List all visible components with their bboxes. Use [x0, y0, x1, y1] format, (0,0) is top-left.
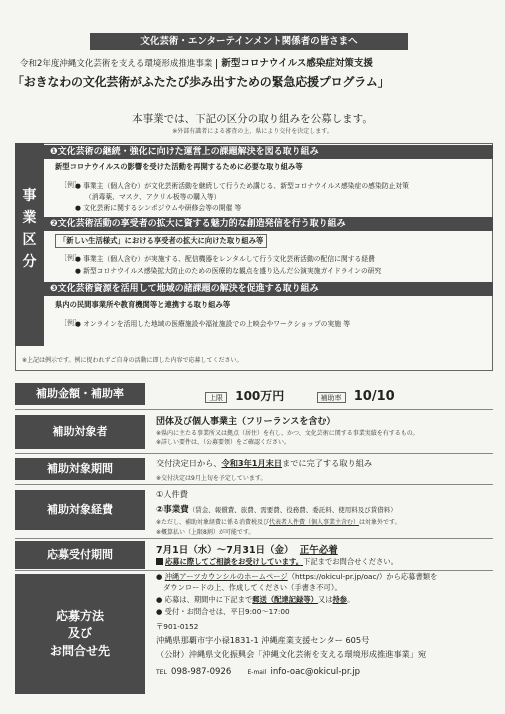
contact-line: TEL 098-987-0926 E-mail info-oac@okicul-pr.jp [156, 667, 360, 677]
bullet-icon [156, 558, 163, 565]
expense-note: ※ただし、補助対象経費に係る消費税及び代表者人件費（個人事業主含む）は対象外です。 [156, 519, 401, 526]
intro-text: 本事業では、下記の区分の取り組みを公募します。 [132, 113, 373, 125]
address: 沖縄県那覇市字小禄1831-1 沖縄産業支援センター 605号 [156, 635, 370, 645]
project-name: 令和2年度沖縄文化芸術を支える環境形成推進事業 [20, 59, 213, 69]
email-address[interactable]: info-oac@okicul-pr.jp [270, 667, 360, 677]
section-1-item: （消毒薬、マスク、アクリル板等の購入等） [85, 193, 221, 201]
section-1-item: ● 文化芸術に関するシンポジウムや研修会等の開催 等 [75, 204, 242, 212]
section-2-example-tag: ［例］ [60, 254, 81, 262]
section-2-heading: ❷文化芸術活動の享受者の拡大に資する魅力的な創造発信を行う取り組み [44, 217, 493, 231]
section-2-item: ● 事業主（個人含む）が実施する、配信機器をレンタルして行う文化芸術活動の配信に関する経費 [75, 255, 375, 263]
divider [15, 538, 493, 539]
arts-council-url[interactable]: （https://okicul-pr.jp/oac/） [287, 572, 387, 581]
period-text: 交付決定日から、令和3年1月末日までに完了する取り組み [156, 458, 373, 468]
phone-number[interactable]: 098-987-0926 [171, 667, 232, 677]
postal-code: 〒901-0152 [156, 622, 199, 631]
section-1-heading: ❶文化芸術の継続・強化に向けた運営上の課題解決を図る取り組み [44, 145, 493, 159]
support-type: 新型コロナウイルス感染症対策支援 [221, 58, 373, 69]
accept-dates: 7月1日（水）〜7月31日（金） 正午必着 [156, 545, 338, 556]
audience-banner: 文化芸術・エンターテインメント関係者の皆さまへ [90, 33, 408, 50]
target-note: ※県内に主たる事業所又は拠点（居住）を有し、かつ、文化芸術に関する事業実績を有するもの。 [156, 430, 419, 437]
section-1-item: ● 事業主（個人含む）が文化芸術活動を継続して行うため講じる、新型コロナウイルス感染症の感染防止対策 [75, 182, 409, 190]
expense-item-2: ②事業費（賃金、報償費、旅費、需要費、役務費、委託料、使用料及び賃借料） [156, 505, 397, 515]
target-main: 団体及び個人事業主（フリーランスを含む） [156, 417, 336, 427]
section-3-heading: ❸文化芸術資源を活用して地域の諸課題の解決を促進する取り組み [44, 282, 493, 296]
apply-method-2: ● 応募は、期間中に下記まで郵送（配達記録等）又は持参。 [156, 595, 355, 604]
apply-label: 応募方法 及び お問合せ先 [15, 574, 145, 694]
divider [216, 59, 217, 69]
accept-label: 応募受付期間 [15, 541, 145, 569]
section-2-subheading: 「新しい生活様式」における享受者の拡大に向けた取り組み等 [55, 234, 267, 248]
divider [15, 484, 493, 485]
amount-label: 補助金額・補助率 [15, 383, 145, 405]
period-deadline: 令和3年1月末日 [221, 458, 283, 468]
program-title: 「おきなわの文化芸術がふたたび歩み出すための緊急応援プログラム」 [12, 75, 390, 89]
apply-method-1: ● 沖縄アーツカウンシルのホームページ（https://okicul-pr.jp/oac/）から応募書類を [156, 572, 438, 581]
section-3-subheading: 県内の民間事業所や教育機関等と連携する取り組み等 [55, 300, 231, 309]
limit-label: 上限 [205, 392, 227, 403]
expense-item-1: ①人件費 [156, 489, 188, 499]
section-3-example-tag: ［例］ [60, 319, 81, 327]
expense-note: ※概算払い（上限8割）が可能です。 [156, 529, 255, 536]
section-1-subheading: 新型コロナウイルスの影響を受けた活動を再開するために必要な取り組み等 [55, 162, 303, 171]
program-subline [20, 55, 490, 69]
divider [15, 409, 493, 410]
target-note: ※詳しい要件は、（公募要領）をご確認ください。 [156, 439, 291, 446]
deadline-note: 正午必着 [299, 545, 338, 556]
divider [15, 570, 493, 571]
expenses-label: 補助対象経費 [15, 490, 145, 530]
organization: （公財）沖縄県文化振興会「沖縄文化芸術を支える環境形成推進事業」宛 [156, 649, 427, 659]
intro-note: ※外部有識者による審査の上、県により交付を決定します。 [172, 128, 333, 135]
apply-method-1-cont: ダウンロードの上、作成してください（手書き不可）。 [163, 583, 342, 592]
section-3-item: ● オンラインを活用した地域の医療施設や福祉施設での上映会やワークショップの実施 等 [75, 320, 350, 328]
consult-text: 応募に際してご相談をお受けしています。下記までお問合せください。 [156, 557, 398, 567]
rate-value: 10/10 [353, 389, 395, 404]
period-note: ※交付決定は9月上旬を予定しています。 [156, 475, 267, 482]
categories-footnote: ※上記は例示です。例に捉われずご自身の活動に即した内容で応募してください。 [22, 357, 243, 364]
rate-label: 補助率 [317, 392, 346, 403]
apply-hours: ● 受付・お問合せは、平日9:00〜17:00 [156, 607, 290, 616]
divider [15, 453, 493, 454]
limit-value: 100万円 [235, 389, 285, 403]
arts-council-link[interactable]: 沖縄アーツカウンシルのホームページ [164, 572, 288, 581]
section-2-item: ● 新型コロナウイルス感染拡大防止のための医療的な観点を盛り込んだ公演実施ガイドラインの研究 [75, 267, 382, 275]
section-1-example-tag: ［例］ [60, 181, 81, 189]
period-label: 補助対象期間 [15, 458, 145, 480]
categories-label: 事 業 区 分 [15, 143, 44, 346]
amount-values [205, 387, 395, 404]
target-label: 補助対象者 [15, 415, 145, 449]
